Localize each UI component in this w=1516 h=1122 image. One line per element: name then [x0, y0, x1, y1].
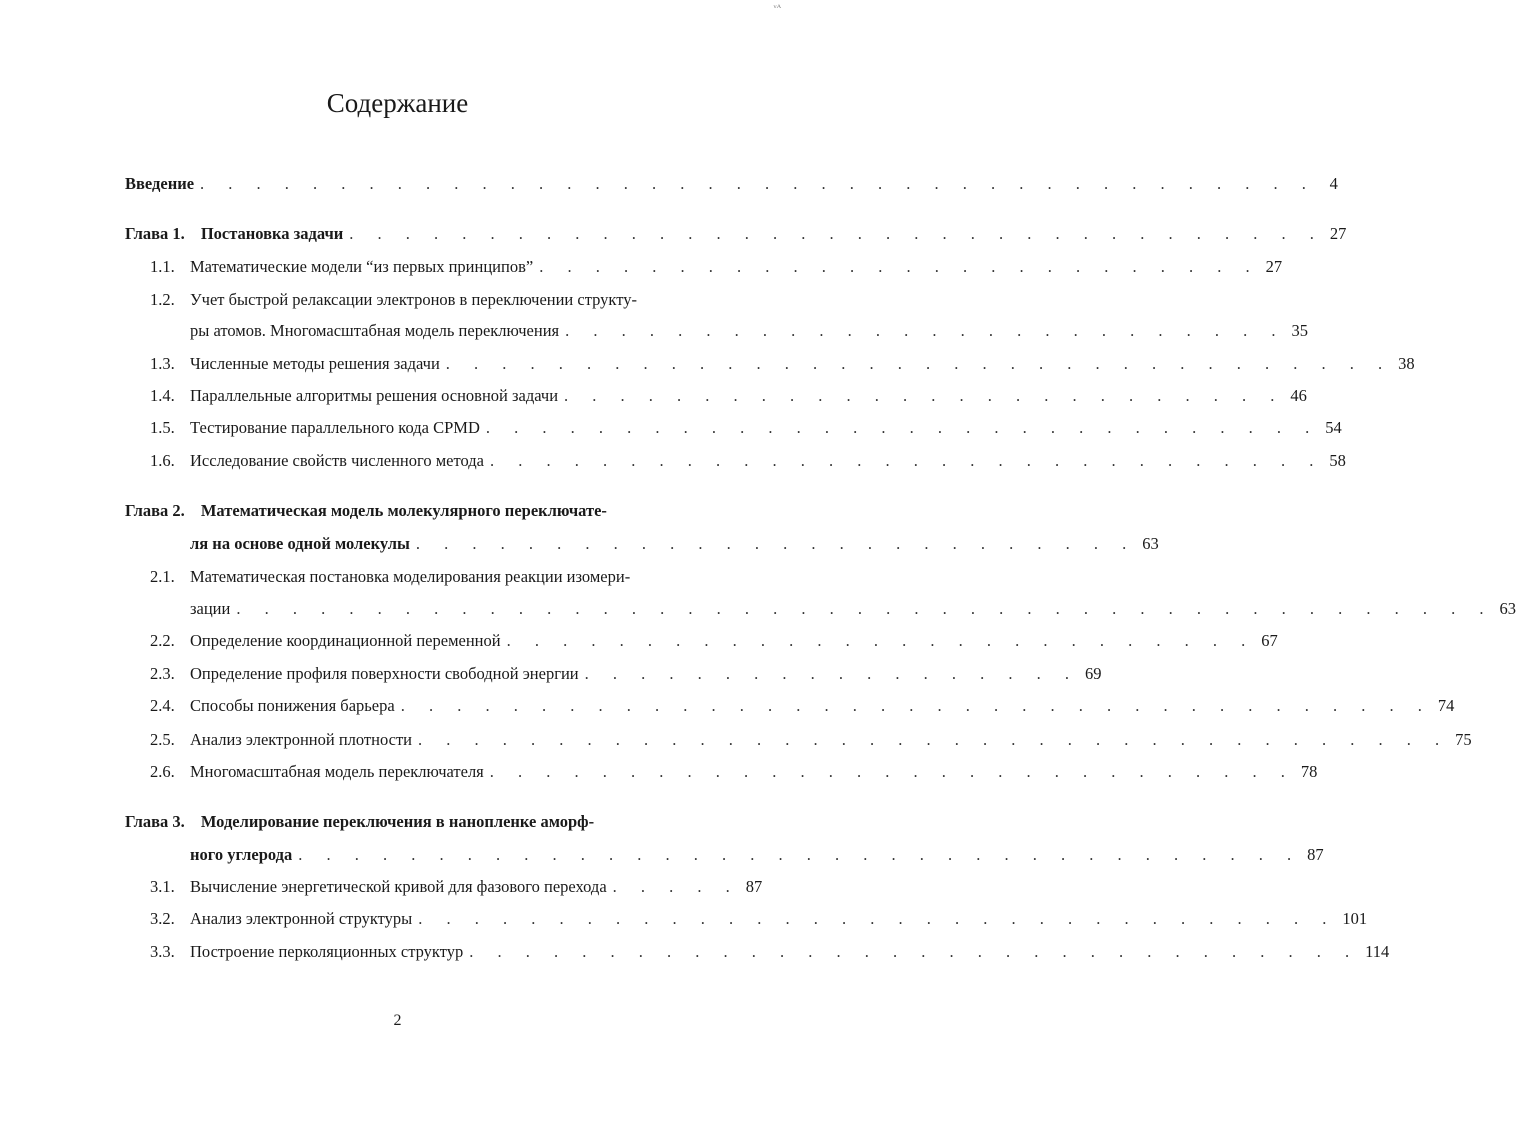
section-title: Определение координационной переменной: [190, 631, 501, 650]
section-title: зации: [190, 599, 231, 618]
leader-dots: . . . . . . . . . . . . . . . . . . . . . . . . . . . . . . . . .: [418, 909, 1337, 928]
section-title: Математические модели “из первых принципов”: [190, 257, 534, 276]
toc-page-number: 46: [1290, 386, 1307, 405]
section-number: 1.2.: [150, 290, 175, 309]
section-number: 1.5.: [150, 418, 175, 437]
toc-page-number: 63: [1499, 599, 1516, 618]
section-title: Математическая постановка моделирования реакции изомери-: [190, 567, 631, 586]
leader-dots: . . . . . . . . . . . . . . . . . . . . . . . . . . . . . .: [485, 418, 1320, 437]
toc-chapter-2-cont[interactable]: [190, 532, 1159, 556]
leader-dots: . . . . . . . . . . . . . . . . . . . . . . . . . . . . . . . . . . . . . . . .: [200, 174, 1316, 193]
leader-dots: . . . . . . . . . . . . . . . . . . . . . . . . . . .: [506, 631, 1256, 650]
toc-section-1-2[interactable]: [150, 319, 1308, 343]
section-title: Параллельные алгоритмы решения основной задачи: [190, 386, 559, 405]
chapter-label: Глава 3.: [125, 812, 185, 831]
toc-section-2-6[interactable]: [150, 760, 1318, 784]
corner-mark: ᵛᴬ: [773, 4, 781, 14]
section-number: 2.2.: [150, 631, 175, 650]
section-title: Способы понижения барьера: [190, 696, 395, 715]
section-number: 2.3.: [150, 664, 175, 683]
page-number: 2: [393, 1012, 402, 1029]
leader-dots: . . . . .: [612, 877, 740, 896]
toc-page-number: 4: [1329, 174, 1338, 193]
section-number: 1.3.: [150, 354, 175, 373]
toc-section-2-1[interactable]: [150, 565, 739, 589]
section-title: Построение перколяционных структур: [190, 942, 464, 961]
section-title: Численные методы решения задачи: [190, 354, 440, 373]
section-number: 2.6.: [150, 762, 175, 781]
toc-chapter-3[interactable]: [125, 810, 739, 834]
section-title: Анализ электронной плотности: [190, 730, 413, 749]
toc-page-number: 27: [1265, 257, 1283, 276]
leader-dots: . . . . . . . . . . . . . . . . . . . . . . . . . . . . . . . .: [469, 942, 1360, 961]
toc-page-number: 87: [1307, 845, 1324, 864]
toc-section-1-6[interactable]: [150, 449, 1346, 473]
leader-dots: . . . . . . . . . . . . . . . . . . . . . . . . . . . . . . . . . . . . .: [418, 730, 1450, 749]
toc-section-2-1-cont[interactable]: [190, 597, 1516, 621]
section-number: 2.1.: [150, 567, 175, 586]
toc-section-1-4[interactable]: [150, 384, 1307, 408]
toc-page-number: 114: [1365, 942, 1390, 961]
section-title: ры атомов. Многомасштабная модель переключения: [190, 321, 560, 340]
toc-page-number: 54: [1325, 418, 1342, 437]
section-number: 1.6.: [150, 451, 175, 470]
section-title: Вычисление энергетической кривой для фазового перехода: [190, 877, 607, 896]
section-title: Определение профиля поверхности свободной энергии: [190, 664, 579, 683]
section-number: 1.1.: [150, 257, 175, 276]
leader-dots: . . . . . . . . . . . . . . . . . . . . . . . . . .: [565, 321, 1286, 340]
toc-entry-label: Введение: [125, 174, 195, 193]
leader-dots: . . . . . . . . . . . . . . . . . . . . . . . . . . . . . .: [490, 451, 1324, 470]
toc-page-number: 27: [1329, 224, 1347, 243]
toc-section-2-2[interactable]: [150, 629, 1278, 653]
leader-dots: . . . . . . . . . . . . . . . . . .: [584, 664, 1080, 683]
toc-section-2-5[interactable]: [150, 728, 1472, 752]
toc-page-number: 69: [1085, 664, 1102, 683]
chapter-title: ля на основе одной молекулы: [190, 534, 410, 553]
toc-section-3-3[interactable]: [150, 940, 1390, 964]
toc-page-number: 58: [1329, 451, 1346, 470]
toc-section-1-1[interactable]: [150, 255, 1283, 279]
section-number: 3.1.: [150, 877, 175, 896]
page-title: Содержание: [326, 88, 469, 118]
chapter-title: Математическая модель молекулярного переключате-: [200, 501, 607, 520]
toc-chapter-1[interactable]: [125, 222, 1347, 246]
toc-page-number: 101: [1342, 909, 1368, 928]
toc-section-1-3[interactable]: [150, 352, 1415, 376]
leader-dots: . . . . . . . . . . . . . . . . . . . . . . . . . . . . . . . . . .: [445, 354, 1393, 373]
chapter-title: Постановка задачи: [200, 224, 344, 243]
section-title: Тестирование параллельного кода CPMD: [190, 418, 480, 437]
toc-section-3-1[interactable]: [150, 875, 763, 899]
section-number: 2.4.: [150, 696, 175, 715]
toc-page-number: 87: [745, 877, 763, 896]
section-title: Анализ электронной структуры: [190, 909, 413, 928]
leader-dots: . . . . . . . . . . . . . . . . . . . . . . . . . .: [415, 534, 1137, 553]
section-title: Исследование свойств численного метода: [190, 451, 484, 470]
toc-chapter-3-cont[interactable]: [190, 843, 1324, 867]
chapter-title: Моделирование переключения в нанопленке аморф-: [200, 812, 595, 831]
toc-section-3-2[interactable]: [150, 907, 1368, 931]
leader-dots: . . . . . . . . . . . . . . . . . . . . . . . . . .: [539, 257, 1260, 276]
section-number: 1.4.: [150, 386, 175, 405]
chapter-label: Глава 1.: [125, 224, 185, 243]
section-title-line: Учет быстрой релаксации электронов в переключении структу-: [190, 290, 637, 309]
section-title: Многомасштабная модель переключателя: [190, 762, 484, 781]
toc-page-number: 63: [1142, 534, 1159, 553]
toc-section-2-4[interactable]: [150, 694, 1455, 718]
leader-dots: . . . . . . . . . . . . . . . . . . . . . . . . . . . . . . . . . . . . .: [400, 696, 1432, 715]
leader-dots: . . . . . . . . . . . . . . . . . . . . . . . . . . . . . . . . . . . . . . . . . . . . .: [236, 599, 1494, 618]
toc-entry-intro[interactable]: [125, 172, 1338, 196]
section-number: 2.5.: [150, 730, 175, 749]
toc-page-number: 78: [1300, 762, 1318, 781]
toc-page-number: 38: [1398, 354, 1415, 373]
leader-dots: . . . . . . . . . . . . . . . . . . . . . . . . . . . . .: [489, 762, 1295, 781]
chapter-label: Глава 2.: [125, 501, 185, 520]
toc-section-1-5[interactable]: [150, 416, 1342, 440]
toc-page-number: 74: [1437, 696, 1455, 715]
leader-dots: . . . . . . . . . . . . . . . . . . . . . . . . . . . . . . . . . . . .: [298, 845, 1302, 864]
toc-page-number: 75: [1455, 730, 1472, 749]
leader-dots: . . . . . . . . . . . . . . . . . . . . . . . . . . . . . . . . . . .: [349, 224, 1324, 243]
toc-page-number: 35: [1291, 321, 1308, 340]
toc-section-2-3[interactable]: [150, 662, 1102, 686]
section-number: 3.2.: [150, 909, 175, 928]
toc-page-number: 67: [1261, 631, 1278, 650]
section-number: 3.3.: [150, 942, 175, 961]
leader-dots: . . . . . . . . . . . . . . . . . . . . . . . . . .: [564, 386, 1285, 405]
chapter-title: ного углерода: [190, 845, 293, 864]
toc-chapter-2[interactable]: [125, 499, 739, 523]
